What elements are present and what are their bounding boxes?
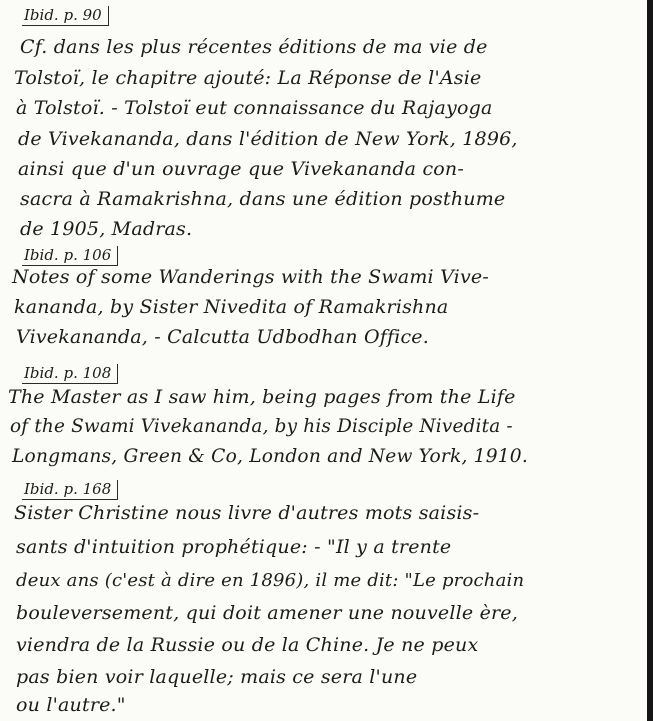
text-line: Tolstoï, le chapitre ajouté: La Réponse de l'Asie bbox=[14, 67, 482, 89]
text-line: pas bien voir laquelle; mais ce sera l'une bbox=[16, 666, 418, 688]
text-line: Sister Christine nous livre d'autres mots saisis- bbox=[14, 502, 480, 524]
text-line: Notes of some Wanderings with the Swami Vive- bbox=[12, 266, 489, 288]
text-line: ainsi que d'un ouvrage que Vivekananda con- bbox=[18, 158, 464, 180]
text-line: Cf. dans les plus récentes éditions de ma vie de bbox=[20, 36, 488, 58]
text-line: Vivekananda, - Calcutta Udbodhan Office. bbox=[16, 326, 429, 348]
section-heading: Ibid. p. 90 bbox=[22, 6, 109, 26]
text-line: à Tolstoï. - Tolstoï eut connaissance du Rajayoga bbox=[16, 97, 493, 119]
text-line: of the Swami Vivekananda, by his Disciple Nivedita - bbox=[10, 416, 513, 437]
text-line: viendra de la Russie ou de la Chine. Je ne peux bbox=[16, 634, 479, 656]
text-line: de 1905, Madras. bbox=[20, 218, 193, 240]
section-heading: Ibid. p. 106 bbox=[22, 246, 118, 266]
text-line: bouleversement, qui doit amener une nouvelle ère, bbox=[16, 602, 518, 624]
text-line: kananda, by Sister Nivedita of Ramakrishna bbox=[14, 296, 449, 318]
text-line: de Vivekananda, dans l'édition de New York, 1896, bbox=[18, 128, 518, 150]
text-line: deux ans (c'est à dire en 1896), il me dit: "Le prochain bbox=[16, 570, 525, 591]
section-heading: Ibid. p. 108 bbox=[22, 364, 118, 384]
text-line: sacra à Ramakrishna, dans une édition posthume bbox=[20, 188, 506, 210]
text-line: Longmans, Green & Co, London and New York, 1910. bbox=[12, 446, 528, 467]
text-line: The Master as I saw him, being pages from the Life bbox=[8, 386, 516, 408]
section-heading: Ibid. p. 168 bbox=[22, 480, 118, 500]
page-edge-shadow bbox=[647, 0, 653, 721]
text-line: ou l'autre." bbox=[16, 694, 126, 716]
text-line: sants d'intuition prophétique: - "Il y a trente bbox=[16, 536, 452, 558]
